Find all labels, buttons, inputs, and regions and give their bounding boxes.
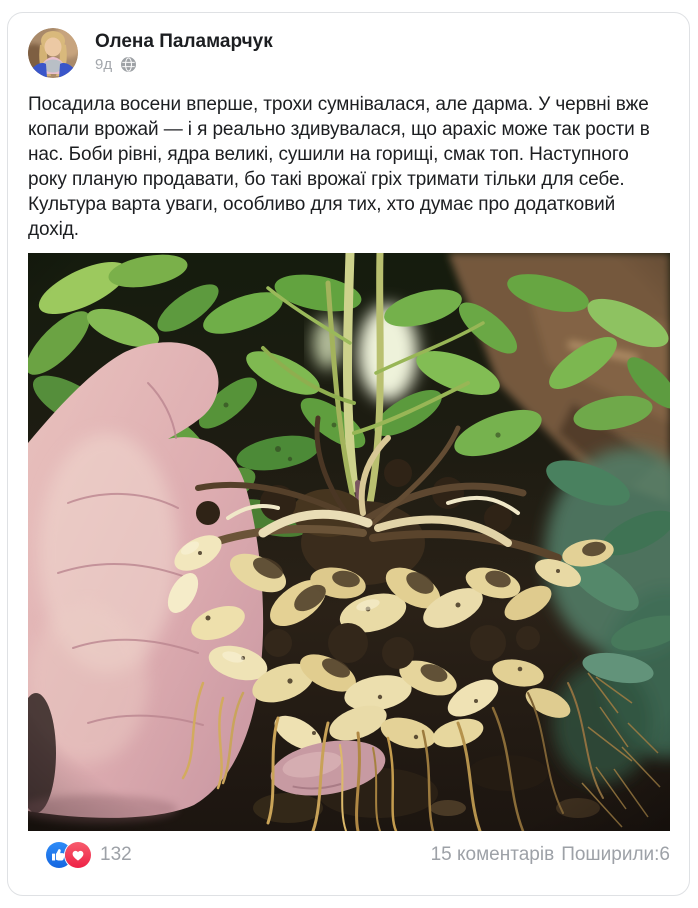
post-text: Посадила восени вперше, трохи сумнівалася, але дарма. У червні вже копали врожай — і я реально здивувалася, що арахіс може так рости в нас. Боби рівні, ядра великі, сушили на горищі, смак топ. Наступного року планую продавати, бо такі врожаї гріх тримати тільки для себе. Культура варта уваги, особливо для тих, хто думає про додатковий дохід.	[28, 94, 650, 240]
post-meta	[95, 56, 273, 73]
reaction-summary[interactable]	[46, 842, 132, 868]
shares-count[interactable]: Поширили:6	[561, 844, 670, 865]
reaction-count: 132	[100, 844, 132, 865]
header-text	[95, 28, 273, 73]
love-icon[interactable]	[65, 842, 91, 868]
post-photo[interactable]	[28, 253, 670, 831]
comments-shares	[431, 844, 670, 866]
avatar[interactable]	[28, 28, 78, 78]
post-footer	[28, 831, 670, 884]
author-name[interactable]: Олена Паламарчук	[95, 31, 273, 52]
post-header	[28, 28, 669, 78]
globe-icon	[121, 57, 136, 72]
post-card	[7, 12, 690, 896]
comments-count[interactable]: 15 коментарів	[430, 844, 555, 865]
timestamp[interactable]: 9д	[95, 56, 113, 73]
